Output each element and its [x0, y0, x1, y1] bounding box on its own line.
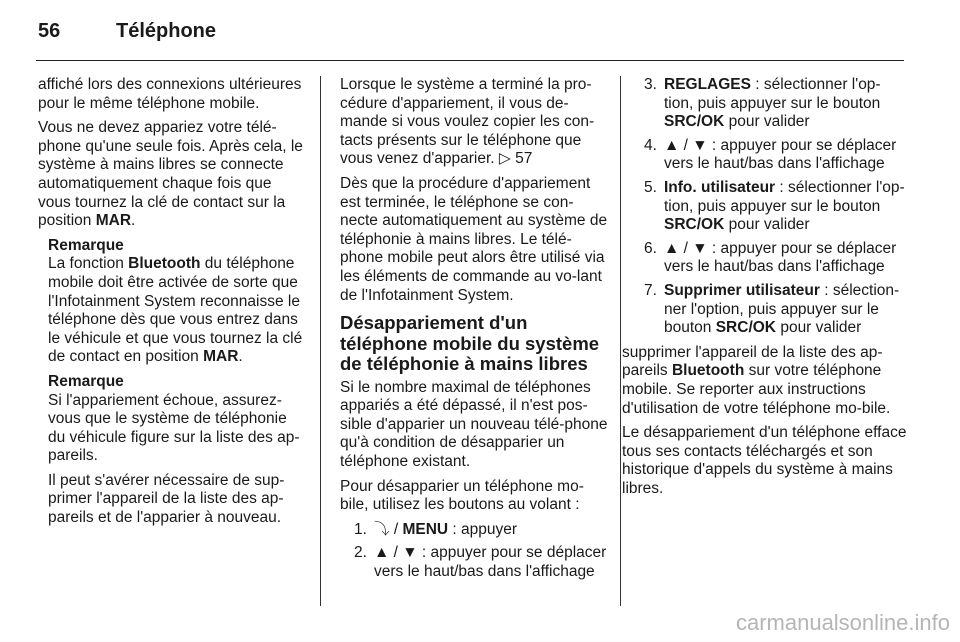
page-title: Téléphone [116, 20, 217, 42]
remark-block [48, 237, 308, 367]
column-left [38, 76, 308, 534]
phone-hangup-icon: ⤵ [374, 520, 390, 538]
page-number: 56 [38, 20, 61, 42]
remark-title: Remarque [48, 372, 124, 390]
header-rule [36, 60, 904, 61]
column-divider-2 [620, 76, 621, 606]
remark-text: Remarque Si l'appariement échoue, assurez-vous que le système de téléphonie du véhicule figure sur la liste des ap-pareils. [48, 373, 308, 466]
steps-list [340, 521, 608, 582]
remark-text: Il peut s'avérer nécessaire de sup-primer l'appareil de la liste des ap-pareils et de l'apparier à nouveau. [48, 471, 285, 527]
paragraph: affiché lors des connexions ultérieures pour le même téléphone mobile. [38, 76, 302, 112]
steps-list [622, 76, 908, 338]
list-item: 4. ▲ / ▼ : appuyer pour se déplacer vers le haut/bas dans l'affichage [644, 136, 897, 173]
column-middle [340, 76, 608, 588]
list-item: 6. ▲ / ▼ : appuyer pour se déplacer vers le haut/bas dans l'affichage [644, 239, 897, 276]
list-item: 3. REGLAGES : sélectionner l'op-tion, puis appuyer sur le bouton SRC/OK pour valider [644, 76, 881, 131]
remark-block [48, 373, 308, 528]
paragraph: Lorsque le système a terminé la pro-cédure d'appariement, il vous de-mande si vous voulez copier les con-tacts présents sur le téléphone que vous venez d'apparier. ▷ 57 [340, 76, 595, 168]
page-reference-icon: ▷ [498, 150, 511, 168]
section-heading: Désappariement d'un téléphone mobile du système de téléphonie à mains libres [340, 312, 600, 375]
column-right [622, 76, 908, 504]
column-divider-1 [320, 76, 321, 606]
remark-title: Remarque [48, 236, 124, 254]
paragraph: Dès que la procédure d'appariement est terminée, le téléphone se con-necte automatiquement au système de téléphonie à mains libres. Le télé-phone mobile peut alors être utilisé via les éléments de commande au vo-lant de l'Infotainment System. [340, 174, 608, 304]
paragraph: Le désappariement d'un téléphone efface tous ses contacts téléchargés et son historique d'appels du système à mains libres. [622, 424, 907, 497]
list-item: 5. Info. utilisateur : sélectionner l'op-tion, puis appuyer sur le bouton SRC/OK pour valider [644, 178, 905, 234]
page-reference: 57 [510, 150, 533, 168]
paragraph: Si le nombre maximal de téléphones appariés a été dépassé, il n'est pos-sible d'apparier un nouveau télé-phone qu'à condition de désapparier un téléphone existant. [340, 378, 608, 470]
list-item: 7. Supprimer utilisateur : sélection-ner l'option, puis appuyer sur le bouton SRC/OK pour valider [644, 281, 900, 337]
remark-text: Remarque La fonction Bluetooth du téléphone mobile doit être activée de sorte que l'Infotainment System reconnaisse le téléphone dès que vous entrez dans le véhicule et que vous tournez la clé de contact en position MAR. [48, 237, 308, 367]
list-item: 2. ▲ / ▼ : appuyer pour se déplacer vers le haut/bas dans l'affichage [354, 544, 607, 580]
watermark: carmanualsonline.info [735, 610, 950, 635]
paragraph: Pour désapparier un téléphone mo-bile, utilisez les boutons au volant : [340, 477, 584, 514]
paragraph: Vous ne devez appariez votre télé-phone qu'une seule fois. Après cela, le système à mains libres se connecte automatiquement chaque fois que vous tournez la clé de contact sur la position MAR. [38, 119, 303, 230]
paragraph: supprimer l'appareil de la liste des ap-pareils Bluetooth sur votre téléphone mobile. Se reporter aux instructions d'utilisation de votre téléphone mo-bile. [622, 343, 891, 417]
list-item: 1. ⤵ / MENU : appuyer [354, 520, 518, 538]
